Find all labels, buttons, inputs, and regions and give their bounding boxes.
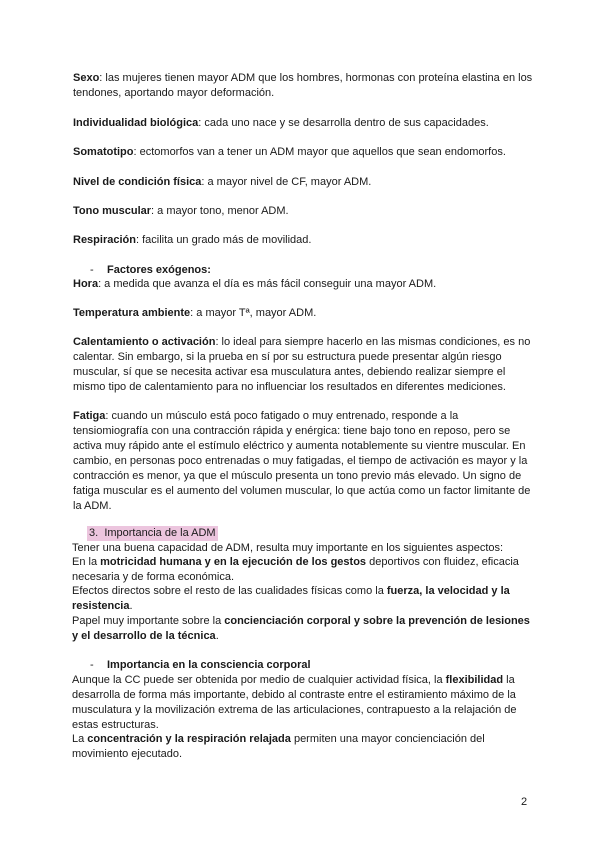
term-calentamiento: Calentamiento o activación bbox=[73, 336, 216, 348]
section-title: Importancia de la ADM bbox=[104, 527, 216, 539]
text-cc-p2-pre: La bbox=[72, 733, 88, 745]
text-individualidad: : cada uno nace y se desarrolla dentro de sus capacidades. bbox=[198, 117, 489, 129]
paragraph-calentamiento bbox=[73, 335, 533, 395]
text-cc-p1-post: la desarrolla de forma más importante, debido al contraste entre el estiramiento máximo de la musculatura y la movilización extrema de las articulaciones, contrapuesto a la relajación de estas estructuras. bbox=[72, 674, 517, 731]
paragraph-hora bbox=[73, 277, 533, 292]
bullet-dash-exogenos: - bbox=[90, 264, 94, 276]
term-sexo: Sexo bbox=[73, 72, 100, 84]
text-l1-pre: En la bbox=[72, 556, 101, 568]
paragraph-fatiga bbox=[73, 409, 533, 514]
text-calentamiento: : lo ideal para siempre hacerlo en las mismas condiciones, es no calentar. Sin embargo, si la prueba en sí por su estructura puede presentar algún riesgo muscular, sí que se necesita activar esa musculatura antes, debiendo realizar siempre el mismo tipo de calentamiento para no influenciar los resultados en diferentes mediciones. bbox=[73, 336, 531, 393]
bullet-dash-consciencia: - bbox=[90, 659, 94, 671]
heading-consciencia-corporal: Importancia en la consciencia corporal bbox=[107, 659, 311, 671]
term-tono: Tono muscular bbox=[73, 205, 152, 217]
text-importancia-intro: Tener una buena capacidad de ADM, resulta muy importante en los siguientes aspectos: bbox=[72, 542, 504, 554]
text-l3-pre: Papel muy importante sobre la bbox=[72, 615, 225, 627]
term-hora: Hora bbox=[73, 278, 99, 290]
page-number: 2 bbox=[521, 796, 528, 808]
term-temperatura: Temperatura ambiente bbox=[73, 307, 191, 319]
paragraph-tono bbox=[73, 204, 533, 219]
paragraph-concienciacion bbox=[72, 614, 534, 644]
text-l1-post: deportivos con fluidez, eficacia necesaria y de forma económica. bbox=[72, 556, 519, 583]
paragraph-respiracion bbox=[73, 233, 533, 248]
text-cc-p1-pre: Aunque la CC puede ser obtenida por medio de cualquier actividad física, la bbox=[72, 674, 446, 686]
paragraph-somatotipo bbox=[73, 145, 533, 160]
term-fatiga: Fatiga bbox=[73, 410, 106, 422]
paragraph-cualidades bbox=[72, 584, 534, 614]
paragraph-individualidad bbox=[73, 116, 533, 131]
term-individualidad: Individualidad biológica bbox=[73, 117, 199, 129]
text-l2-pre: Efectos directos sobre el resto de las cualidades físicas como la bbox=[72, 585, 387, 597]
text-l3-bold: concienciación corporal y sobre la prevención de lesiones y el desarrollo de la técnica bbox=[72, 615, 530, 642]
text-l2-post: . bbox=[129, 600, 133, 612]
text-fatiga: : cuando un músculo está poco fatigado o muy entrenado, responde a la tensiomiografía con una contracción rápida y enérgica: tiene bajo tono en reposo, pero se activa muy rápido ante el estímulo eléctrico y aumenta notablemente su vientre muscular. En cambio, en personas poco entrenadas o muy fatigadas, el tiempo de activación es mayor y la contracción es menor, ya que el músculo presenta un tono previo más elevado. Un signo de fatiga muscular es el aumento del volumen muscular, lo que actúa como un factor limitante de la ADM. bbox=[73, 410, 531, 512]
paragraph-condicion bbox=[73, 175, 533, 190]
section-number: 3. bbox=[89, 527, 99, 539]
text-temperatura: : a mayor Tª, mayor ADM. bbox=[190, 307, 317, 319]
heading-factores-exogenos: Factores exógenos: bbox=[107, 264, 211, 276]
section-heading-importancia-adm bbox=[87, 526, 218, 541]
text-l3-post: . bbox=[215, 630, 219, 642]
term-respiracion: Respiración bbox=[73, 234, 136, 246]
text-cc-p2-post: permiten una mayor concienciación del movimiento ejecutado. bbox=[72, 733, 485, 760]
paragraph-temperatura bbox=[73, 306, 533, 321]
text-somatotipo: : ectomorfos van a tener un ADM mayor que aquellos que sean endomorfos. bbox=[133, 146, 506, 158]
paragraph-sexo bbox=[73, 71, 533, 101]
term-condicion: Nivel de condición física bbox=[73, 176, 202, 188]
text-condicion: : a mayor nivel de CF, mayor ADM. bbox=[201, 176, 372, 188]
text-l2-bold: fuerza, la velocidad y la resistencia bbox=[72, 585, 510, 612]
paragraph-importancia-intro bbox=[72, 541, 534, 556]
paragraph-concentracion bbox=[72, 732, 534, 762]
text-hora: : a medida que avanza el día es más fácil conseguir una mayor ADM. bbox=[98, 278, 437, 290]
text-cc-p1-bold: flexibilidad bbox=[445, 674, 504, 686]
paragraph-motricidad bbox=[72, 555, 534, 585]
paragraph-cc bbox=[72, 673, 534, 733]
term-somatotipo: Somatotipo bbox=[73, 146, 134, 158]
text-respiracion: : facilita un grado más de movilidad. bbox=[135, 234, 312, 246]
text-l1-bold: motricidad humana y en la ejecución de los gestos bbox=[100, 556, 367, 568]
text-sexo: : las mujeres tienen mayor ADM que los hombres, hormonas con proteína elastina en los tendones, aportando mayor deformación. bbox=[73, 72, 533, 99]
text-tono: : a mayor tono, menor ADM. bbox=[151, 205, 289, 217]
text-cc-p2-bold: concentración y la respiración relajada bbox=[87, 733, 291, 745]
